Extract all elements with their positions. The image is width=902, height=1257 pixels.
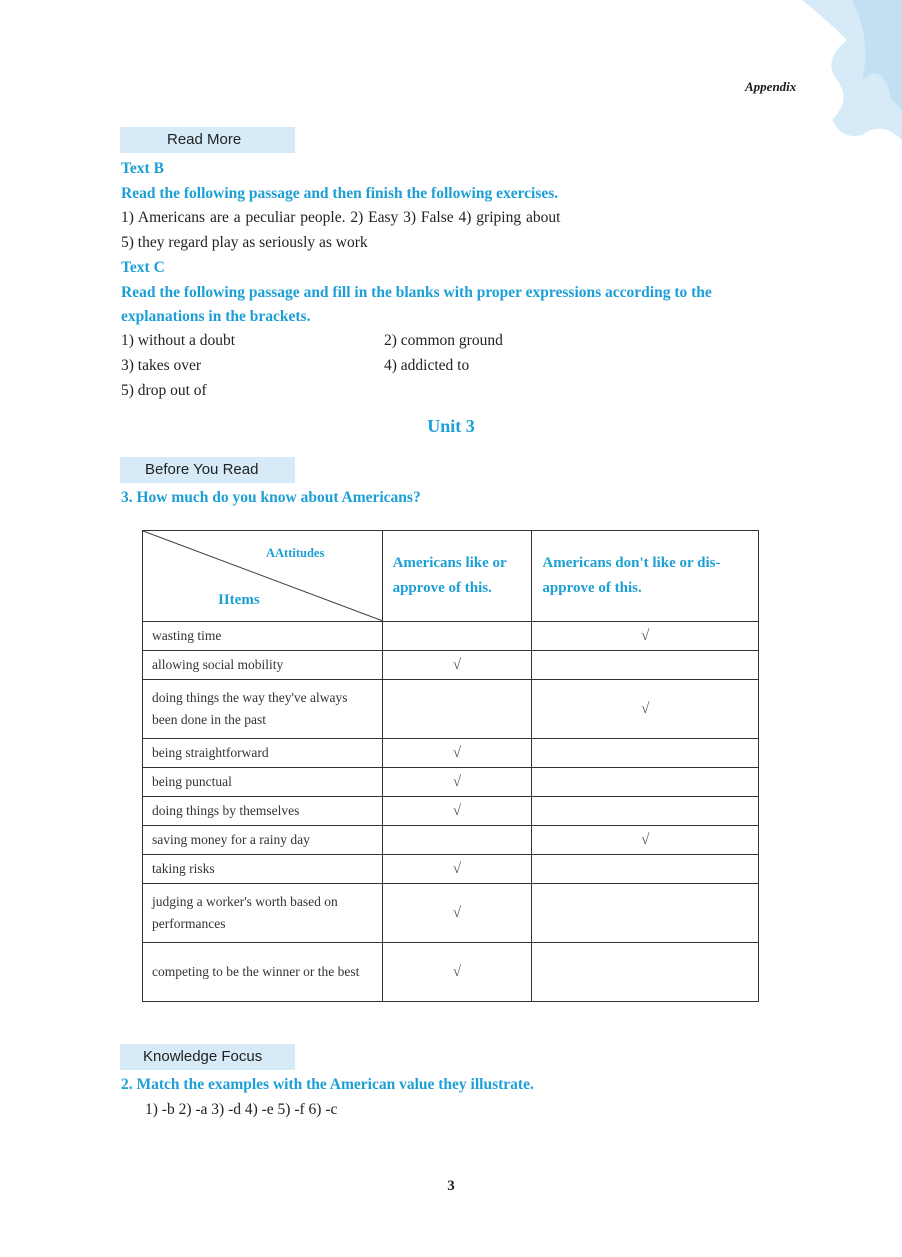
row-item: taking risks (143, 855, 383, 884)
table-header-row (143, 531, 759, 622)
table-corner-cell (143, 531, 383, 622)
text-b-answers-2: 5) they regard play as seriously as work (121, 234, 368, 251)
row-dislike (532, 797, 759, 826)
corner-decoration (792, 0, 902, 140)
row-dislike (532, 768, 759, 797)
attitudes-table (142, 530, 759, 1002)
knowledge-focus-question: 2. Match the examples with the American value they illustrate. (121, 1076, 534, 1093)
row-item: saving money for a rainy day (143, 826, 383, 855)
text-c-instruction-1: Read the following passage and fill in the blanks with proper expressions according to the (121, 284, 712, 301)
page-number: 3 (447, 1178, 455, 1194)
row-dislike: √ (532, 622, 759, 651)
text-c-title: Text C (121, 259, 165, 276)
table-row (143, 826, 759, 855)
before-you-read-question: 3. How much do you know about Americans? (121, 489, 421, 506)
row-item: being straightforward (143, 739, 383, 768)
appendix-label: Appendix (745, 79, 797, 94)
corner-diagonal-line (143, 531, 383, 621)
row-like: √ (382, 768, 532, 797)
row-item: wasting time (143, 622, 383, 651)
text-c-answer-3: 3) takes over (121, 357, 202, 374)
before-you-read-tab: Before You Read (120, 457, 295, 483)
unit-title: Unit 3 (427, 416, 475, 436)
text-c-answer-2: 2) common ground (384, 332, 503, 349)
table-row (143, 855, 759, 884)
table-row (143, 797, 759, 826)
row-like (382, 826, 532, 855)
text-b-title: Text B (121, 160, 164, 177)
table-row (143, 884, 759, 943)
row-like (382, 622, 532, 651)
row-like: √ (382, 797, 532, 826)
row-dislike: √ (532, 680, 759, 739)
row-dislike: √ (532, 826, 759, 855)
col-header-dislike: Americans don't like or dis- approve of this. (532, 531, 759, 622)
table-row (143, 739, 759, 768)
text-c-answer-1: 1) without a doubt (121, 332, 236, 349)
row-item: judging a worker's worth based on performances (143, 884, 383, 943)
text-b-answers-1: 1) Americans are a peculiar people. 2) Easy 3) False 4) griping about (121, 209, 561, 226)
text-b-instruction: Read the following passage and then finish the following exercises. (121, 185, 559, 202)
row-item: doing things the way they've always been done in the past (143, 680, 383, 739)
row-dislike (532, 651, 759, 680)
table-row (143, 768, 759, 797)
row-like: √ (382, 855, 532, 884)
corner-attitudes-label: AAttitudes (266, 546, 325, 560)
row-like: √ (382, 884, 532, 943)
corner-items-label: IItems (218, 592, 260, 608)
table-row (143, 680, 759, 739)
row-dislike (532, 884, 759, 943)
table-row (143, 651, 759, 680)
row-like: √ (382, 651, 532, 680)
row-item: being punctual (143, 768, 383, 797)
text-c-instruction-2: explanations in the brackets. (121, 308, 311, 325)
row-item: allowing social mobility (143, 651, 383, 680)
row-item: doing things by themselves (143, 797, 383, 826)
row-like (382, 680, 532, 739)
table-row (143, 622, 759, 651)
table-row (143, 943, 759, 1002)
row-item: competing to be the winner or the best (143, 943, 383, 1002)
col-header-like: Americans like or approve of this. (382, 531, 532, 622)
row-like: √ (382, 739, 532, 768)
row-like: √ (382, 943, 532, 1002)
text-c-answer-5: 5) drop out of (121, 382, 207, 399)
row-dislike (532, 739, 759, 768)
read-more-tab: Read More (120, 127, 295, 153)
knowledge-focus-tab: Knowledge Focus (120, 1044, 295, 1070)
row-dislike (532, 855, 759, 884)
row-dislike (532, 943, 759, 1002)
knowledge-focus-answers: 1) -b 2) -a 3) -d 4) -e 5) -f 6) -c (145, 1101, 338, 1118)
text-c-answer-4: 4) addicted to (384, 357, 470, 374)
